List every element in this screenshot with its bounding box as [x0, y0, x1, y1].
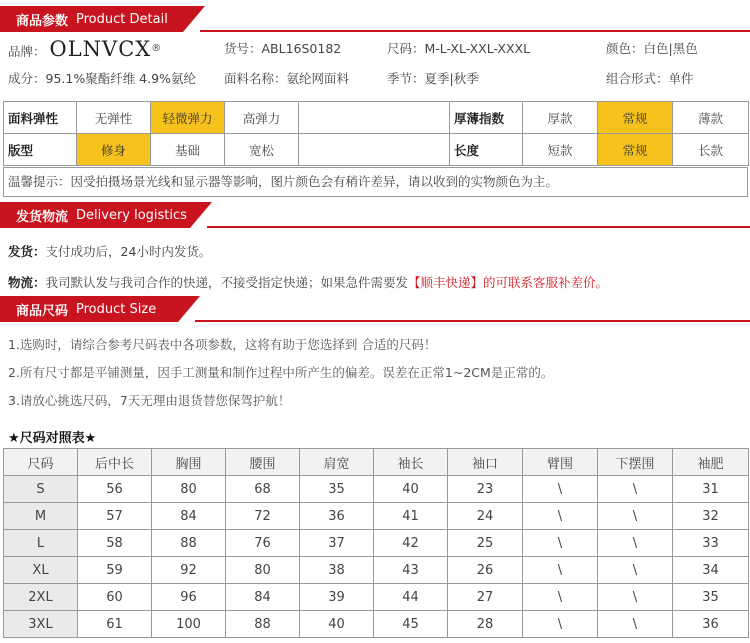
length-short: 短款	[523, 134, 598, 166]
delivery-header-cn: 发货物流	[16, 209, 69, 225]
thickness-label: 厚薄指数	[450, 102, 523, 134]
size-value-cell: \	[523, 557, 598, 584]
size-value-cell: 44	[374, 584, 448, 611]
size-value-cell: 96	[152, 584, 226, 611]
size-value-cell: \	[598, 611, 673, 638]
fit-label: 版型	[4, 134, 77, 166]
size-value-cell: 84	[152, 503, 226, 530]
elasticity-high: 高弹力	[225, 102, 299, 134]
size-value-cell: 84	[226, 584, 300, 611]
size-table-row	[4, 530, 749, 557]
size-chart-title: ★尺码对照表★	[8, 431, 97, 446]
combination: 组合形式：单件	[606, 71, 694, 86]
header-triangle	[183, 6, 205, 32]
size-value-cell: 45	[374, 611, 448, 638]
size-table-row	[4, 584, 749, 611]
size-value-cell: \	[523, 611, 598, 638]
size-value-cell: 36	[300, 503, 374, 530]
logistics-text: 我司默认发与我司合作的快递，不接受指定快递；如果急件需要发	[45, 275, 409, 290]
size-value-cell: \	[523, 530, 598, 557]
thickness-regular-selected: 常规	[598, 102, 673, 134]
size-value-cell: \	[523, 503, 598, 530]
registered-mark: ®	[151, 43, 162, 54]
shipping-line	[8, 242, 211, 260]
delivery-header	[0, 202, 750, 228]
attribute-row-2	[4, 134, 749, 166]
size-value-cell: 24	[448, 503, 523, 530]
length-regular-selected: 常规	[598, 134, 673, 166]
size-label-cell: XL	[4, 557, 78, 584]
size-table-header-cell: 袖肥	[673, 449, 749, 476]
size-table-header-cell: 肩宽	[300, 449, 374, 476]
shipping-text: 支付成功后，24小时内发货。	[45, 244, 212, 259]
size-table-header-cell: 后中长	[78, 449, 152, 476]
size-value-cell: 25	[448, 530, 523, 557]
size-value-cell: \	[598, 476, 673, 503]
empty-cell	[299, 102, 450, 134]
item-number: 货号：ABL16S0182	[224, 41, 342, 56]
size-value-cell: 34	[673, 557, 749, 584]
size-table-header-cell: 臂围	[523, 449, 598, 476]
brand-label: 品牌：	[8, 44, 46, 60]
size-value-cell: 35	[300, 476, 374, 503]
product-detail-header-cn: 商品参数	[16, 13, 69, 29]
size-label-cell: M	[4, 503, 78, 530]
size-value-cell: \	[598, 584, 673, 611]
size-value-cell: 42	[374, 530, 448, 557]
color-notice: 温馨提示：因受拍摄场景光线和显示器等影响，图片颜色会有稍许差异，请以收到的实物颜色为主。	[3, 167, 748, 197]
size-value-cell: 61	[78, 611, 152, 638]
size-label-cell: 3XL	[4, 611, 78, 638]
size-value-cell: 43	[374, 557, 448, 584]
brand-field	[8, 34, 161, 64]
size-value-cell: 40	[374, 476, 448, 503]
size-value-cell: 31	[673, 476, 749, 503]
product-detail-header-en: Product Detail	[76, 11, 168, 27]
logistics-sf-express-note: 【顺丰快递】的可联系客服补差价。	[408, 275, 609, 290]
size-value-cell: 35	[673, 584, 749, 611]
size-tip-1: 1.选购时，请综合参考尺码表中各项参数，这将有助于您选择到 合适的尺码！	[8, 337, 437, 352]
size-table-row	[4, 557, 749, 584]
size-value-cell: 68	[226, 476, 300, 503]
header-triangle	[178, 296, 200, 322]
size-value-cell: 37	[300, 530, 374, 557]
size-table-header-cell: 胸围	[152, 449, 226, 476]
elasticity-none: 无弹性	[77, 102, 151, 134]
fit-basic: 基础	[151, 134, 225, 166]
size-value-cell: 58	[78, 530, 152, 557]
size-table-header-cell: 袖长	[374, 449, 448, 476]
size-tip-2: 2.所有尺寸都是平铺测量，因手工测量和制作过程中所产生的偏差。误差在正常1~2CM是正常的。	[8, 365, 554, 380]
delivery-header-en: Delivery logistics	[76, 207, 187, 223]
header-triangle	[190, 202, 212, 228]
size-value-cell: 56	[78, 476, 152, 503]
composition: 成分：95.1%聚酯纤维 4.9%氨纶	[8, 71, 196, 86]
size-value-cell: 59	[78, 557, 152, 584]
header-divider	[207, 226, 750, 228]
size-value-cell: \	[598, 557, 673, 584]
param-row-2	[0, 64, 750, 94]
attribute-table	[3, 101, 749, 166]
size-value-cell: 72	[226, 503, 300, 530]
size-value-cell: 92	[152, 557, 226, 584]
size-value-cell: 32	[673, 503, 749, 530]
size-value-cell: 33	[673, 530, 749, 557]
size-value-cell: \	[523, 584, 598, 611]
size-table-row	[4, 503, 749, 530]
size-value-cell: 36	[673, 611, 749, 638]
logistics-label: 物流：	[8, 275, 46, 290]
size-chart-table	[3, 448, 749, 638]
size-label-cell: S	[4, 476, 78, 503]
product-size-header	[0, 296, 750, 322]
size-value-cell: \	[598, 503, 673, 530]
size-label-cell: L	[4, 530, 78, 557]
size-value-cell: 41	[374, 503, 448, 530]
size-label-cell: 2XL	[4, 584, 78, 611]
thickness-thick: 厚款	[523, 102, 598, 134]
product-size-header-cn: 商品尺码	[16, 303, 69, 319]
size-value-cell: 23	[448, 476, 523, 503]
size-value-cell: 27	[448, 584, 523, 611]
thickness-thin: 薄款	[673, 102, 749, 134]
logistics-line	[8, 273, 608, 291]
length-long: 长款	[673, 134, 749, 166]
size-value-cell: 26	[448, 557, 523, 584]
attribute-row-1	[4, 102, 749, 134]
size-value-cell: 88	[152, 530, 226, 557]
elasticity-label: 面料弹性	[4, 102, 77, 134]
size-tip-3: 3.请放心挑选尺码，7天无理由退货替您保驾护航！	[8, 393, 291, 408]
size-table-header-cell: 尺码	[4, 449, 78, 476]
size-value-cell: 100	[152, 611, 226, 638]
product-detail-header-bar	[0, 6, 183, 32]
header-divider	[195, 320, 750, 322]
size-value-cell: 76	[226, 530, 300, 557]
size-table-header-row	[4, 449, 749, 476]
size-value-cell: \	[598, 530, 673, 557]
season: 季节：夏季|秋季	[387, 71, 479, 86]
product-detail-header	[0, 6, 750, 32]
header-divider	[200, 30, 750, 32]
size-value-cell: 40	[300, 611, 374, 638]
product-size-header-bar	[0, 296, 178, 322]
size-range: 尺码：M-L-XL-XXL-XXXL	[387, 41, 531, 56]
delivery-header-bar	[0, 202, 190, 228]
shipping-label: 发货：	[8, 244, 46, 259]
fit-loose: 宽松	[225, 134, 299, 166]
color-options: 颜色：白色|黑色	[606, 41, 698, 56]
size-value-cell: \	[523, 476, 598, 503]
size-value-cell: 60	[78, 584, 152, 611]
product-size-header-en: Product Size	[76, 301, 157, 317]
size-value-cell: 80	[152, 476, 226, 503]
size-table-header-cell: 下摆围	[598, 449, 673, 476]
param-row-1	[0, 34, 750, 64]
size-table-header-cell: 袖口	[448, 449, 523, 476]
size-value-cell: 38	[300, 557, 374, 584]
size-value-cell: 57	[78, 503, 152, 530]
length-label: 长度	[450, 134, 523, 166]
size-value-cell: 88	[226, 611, 300, 638]
size-value-cell: 80	[226, 557, 300, 584]
size-table-row	[4, 476, 749, 503]
size-table-row	[4, 611, 749, 638]
size-table-header-cell: 腰围	[226, 449, 300, 476]
elasticity-slight-selected: 轻微弹力	[151, 102, 225, 134]
size-value-cell: 28	[448, 611, 523, 638]
fit-slim-selected: 修身	[77, 134, 151, 166]
size-value-cell: 39	[300, 584, 374, 611]
empty-cell	[299, 134, 450, 166]
fabric-name: 面料名称：氨纶网面料	[224, 71, 350, 86]
brand-value: OLNVCX	[49, 37, 152, 62]
